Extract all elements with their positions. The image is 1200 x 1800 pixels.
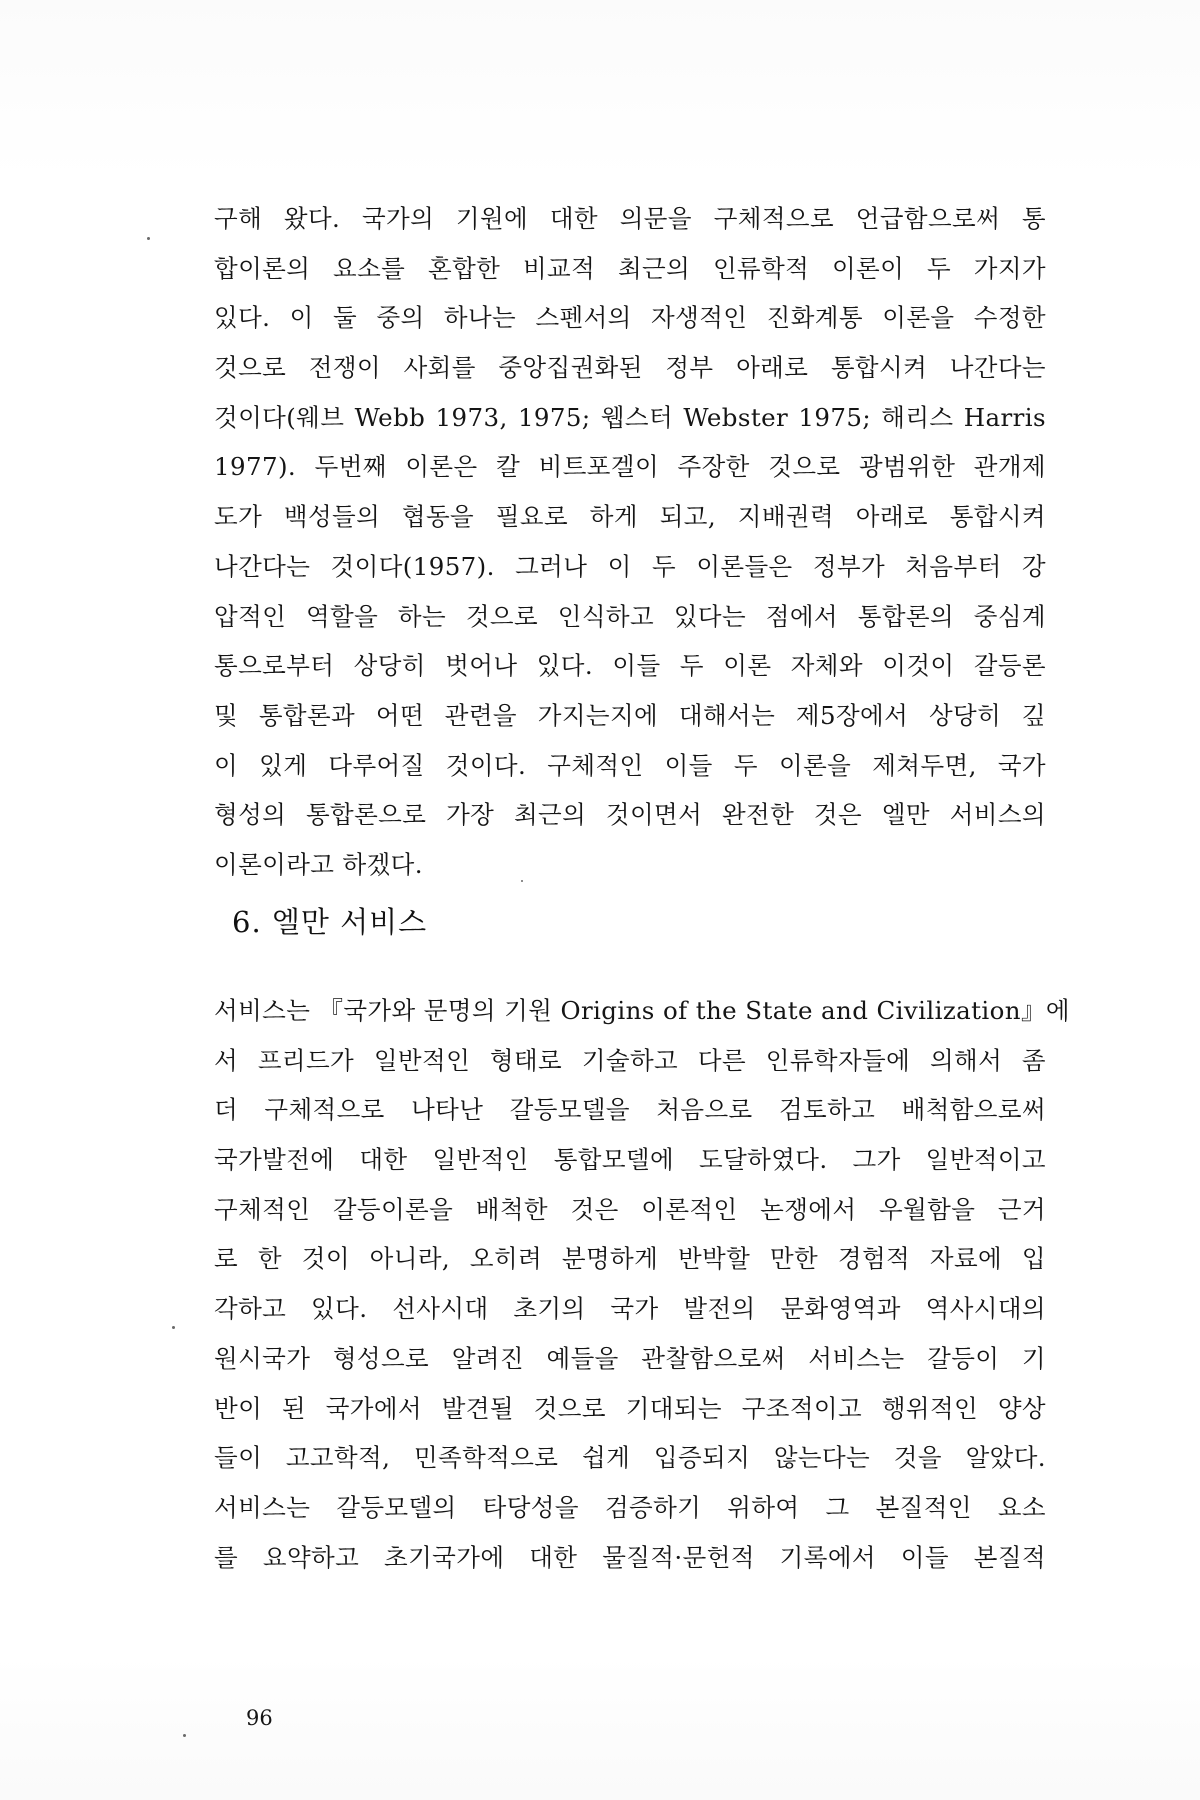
text-line: 반이 된 국가에서 발견될 것으로 기대되는 구조적이고 행위적인 양상 bbox=[214, 1393, 1046, 1423]
text-line: 형성의 통합론으로 가장 최근의 것이면서 완전한 것은 엘만 서비스의 bbox=[214, 800, 1046, 830]
text-line: 각하고 있다. 선사시대 초기의 국가 발전의 문화영역과 역사시대의 bbox=[214, 1294, 1046, 1324]
text-line: 구해 왔다. 국가의 기원에 대한 의문을 구체적으로 언급함으로써 통 bbox=[214, 204, 1046, 233]
text-line: 및 통합론과 어떤 관련을 가지는지에 대해서는 제5장에서 상당히 깊 bbox=[214, 700, 1046, 730]
scan-speck bbox=[183, 1734, 186, 1737]
text-line: 이 있게 다루어질 것이다. 구체적인 이들 두 이론을 제쳐두면, 국가 bbox=[214, 750, 1046, 780]
text-line: 서비스는 갈등모델의 타당성을 검증하기 위하여 그 본질적인 요소 bbox=[214, 1492, 1046, 1522]
text-line: 것으로 전쟁이 사회를 중앙집권화된 정부 아래로 통합시켜 나간다는 bbox=[214, 353, 1046, 383]
text-line: 것이다(웨브 Webb 1973, 1975; 웹스터 Webster 1975; 해리스 Harris bbox=[214, 402, 1046, 432]
text-line: 를 요약하고 초기국가에 대한 물질적·문헌적 기록에서 이들 본질적 bbox=[214, 1542, 1046, 1572]
text-line: 이론이라고 하겠다. bbox=[214, 849, 423, 879]
scan-speck bbox=[172, 1326, 175, 1329]
text-line: 있다. 이 둘 중의 하나는 스펜서의 자생적인 진화계통 이론을 수정한 bbox=[214, 303, 1046, 333]
text-line: 서 프리드가 일반적인 형태로 기술하고 다른 인류학자들에 의해서 좀 bbox=[214, 1045, 1046, 1075]
text-line: 통으로부터 상당히 벗어나 있다. 이들 두 이론 자체와 이것이 갈등론 bbox=[214, 651, 1046, 681]
text-line: 더 구체적으로 나타난 갈등모델을 처음으로 검토하고 배척함으로써 bbox=[214, 1095, 1046, 1125]
text-line: 나간다는 것이다(1957). 그러나 이 두 이론들은 정부가 처음부터 강 bbox=[214, 551, 1046, 581]
text-line: 국가발전에 대한 일반적인 통합모델에 도달하였다. 그가 일반적이고 bbox=[214, 1145, 1046, 1175]
text-line: 로 한 것이 아니라, 오히려 분명하게 반박할 만한 경험적 자료에 입 bbox=[214, 1244, 1046, 1274]
page-number: 96 bbox=[246, 1706, 273, 1730]
text-line: 합이론의 요소를 혼합한 비교적 최근의 인류학적 이론이 두 가지가 bbox=[214, 253, 1046, 283]
text-line: 들이 고고학적, 민족학적으로 쉽게 입증되지 않는다는 것을 알았다. bbox=[214, 1443, 1046, 1473]
scan-speck bbox=[521, 880, 523, 882]
text-line: 원시국가 형성으로 알려진 예들을 관찰함으로써 서비스는 갈등이 기 bbox=[214, 1343, 1046, 1373]
body-paragraph-elman-service bbox=[214, 986, 1070, 1582]
text-line: 도가 백성들의 협동을 필요로 하게 되고, 지배권력 아래로 통합시켜 bbox=[214, 502, 1046, 532]
section-heading: 6. 엘만 서비스 bbox=[232, 905, 428, 939]
text-line: 서비스는 『국가와 문명의 기원 Origins of the State and Civilization』에 bbox=[214, 996, 1070, 1025]
scan-speck bbox=[147, 237, 150, 240]
body-paragraph-integration-theories bbox=[214, 194, 1046, 890]
text-line: 1977). 두번째 이론은 칼 비트포겔이 주장한 것으로 광범위한 관개제 bbox=[214, 452, 1046, 482]
text-line: 압적인 역할을 하는 것으로 인식하고 있다는 점에서 통합론의 중심계 bbox=[214, 601, 1046, 631]
text-line: 구체적인 갈등이론을 배척한 것은 이론적인 논쟁에서 우월함을 근거 bbox=[214, 1194, 1046, 1224]
